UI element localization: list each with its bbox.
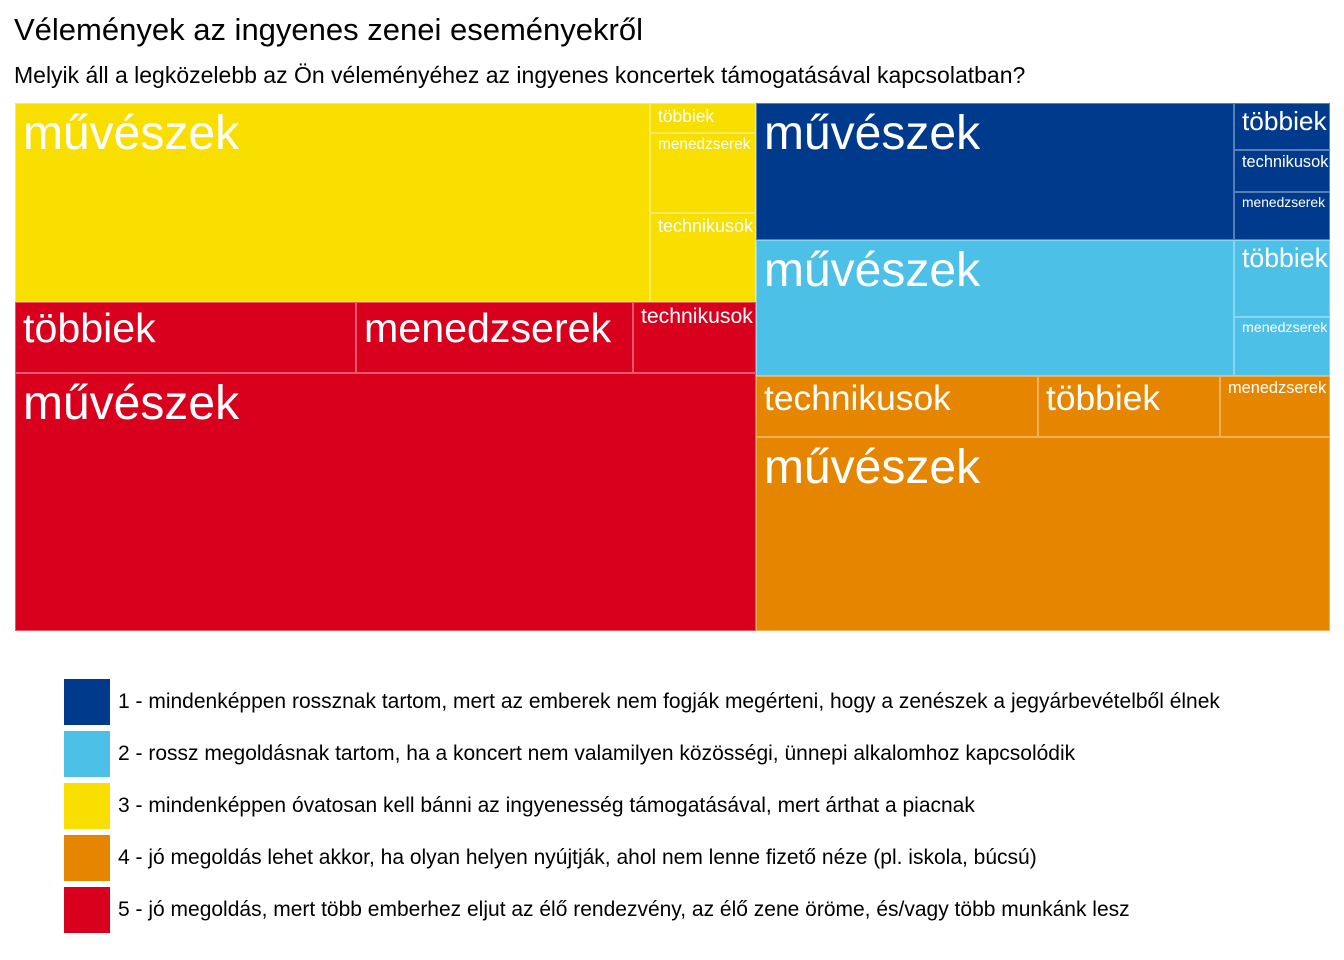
treemap-cell-label: technikusok xyxy=(1242,153,1329,171)
treemap-cell xyxy=(356,302,633,373)
treemap-cell-label: művészek xyxy=(23,107,240,160)
legend-label: 1 - mindenképpen rossznak tartom, mert az emberek nem fogják megérteni, hogy a zenészek a jegyárbevételből élnek xyxy=(118,690,1220,713)
treemap-cell-label: többiek xyxy=(1046,379,1161,418)
treemap-cell xyxy=(650,103,756,133)
treemap-cell xyxy=(650,133,756,213)
treemap-cell-label: menedzserek xyxy=(1242,194,1326,210)
legend-swatch xyxy=(64,679,110,725)
treemap-cell-label: menedzserek xyxy=(1242,320,1328,336)
treemap-cell-label: menedzserek xyxy=(364,305,612,351)
treemap-cell xyxy=(1234,150,1330,192)
treemap-cell xyxy=(1234,192,1330,240)
treemap-cell xyxy=(1234,240,1330,317)
treemap-cell-label: többiek xyxy=(658,106,715,126)
treemap-cell xyxy=(15,103,650,302)
legend-item xyxy=(64,728,1220,780)
legend-swatch xyxy=(64,887,110,933)
treemap-cell xyxy=(756,376,1038,437)
legend-label: 4 - jó megoldás lehet akkor, ha olyan helyen nyújtják, ahol nem lenne fizető néze (pl. iskola, búcsú) xyxy=(118,846,1037,869)
legend xyxy=(64,676,1220,936)
treemap-cell xyxy=(633,302,756,373)
legend-item xyxy=(64,676,1220,728)
treemap-cell-label: többiek xyxy=(1242,106,1327,136)
treemap-cell xyxy=(15,373,756,631)
treemap-cell-label: művészek xyxy=(764,107,981,160)
treemap-cell-label: menedzserek xyxy=(658,136,751,153)
treemap-cell-label: művészek xyxy=(23,377,240,430)
treemap-cell xyxy=(756,437,1330,631)
treemap-cell-label: menedzserek xyxy=(1228,379,1327,397)
treemap-cell-label: többiek xyxy=(1242,243,1328,273)
treemap-cell-label: technikusok xyxy=(764,379,951,418)
legend-swatch xyxy=(64,783,110,829)
treemap-cell xyxy=(1038,376,1220,437)
treemap-cell xyxy=(756,240,1234,376)
legend-label: 2 - rossz megoldásnak tartom, ha a koncert nem valamilyen közösségi, ünnepi alkalomhoz kapcsolódik xyxy=(118,742,1076,765)
chart-subtitle: Melyik áll a legközelebb az Ön véleményéhez az ingyenes koncertek támogatásával kapcsolatban? xyxy=(14,62,1026,88)
treemap-cell xyxy=(1234,317,1330,376)
treemap-cell xyxy=(1220,376,1330,437)
treemap-cell-label: művészek xyxy=(764,441,981,494)
treemap-cell-label: technikusok xyxy=(658,216,754,236)
legend-item xyxy=(64,832,1220,884)
legend-item xyxy=(64,884,1220,936)
treemap-cell xyxy=(650,213,756,302)
legend-item xyxy=(64,780,1220,832)
treemap-cell xyxy=(756,103,1234,240)
treemap-cell-label: művészek xyxy=(764,244,981,297)
legend-label: 5 - jó megoldás, mert több emberhez eljut az élő rendezvény, az élő zene öröme, és/vagy több munkánk lesz xyxy=(118,898,1130,921)
treemap-cell-label: többiek xyxy=(23,305,156,351)
legend-swatch xyxy=(64,731,110,777)
treemap-cell xyxy=(1234,103,1330,150)
legend-label: 3 - mindenképpen óvatosan kell bánni az ingyenesség támogatásával, mert árthat a piacnak xyxy=(118,794,975,817)
treemap-cell-label: technikusok xyxy=(641,305,753,328)
legend-swatch xyxy=(64,835,110,881)
treemap-cell xyxy=(15,302,356,373)
chart-title: Vélemények az ingyenes zenei eseményekről xyxy=(14,12,643,47)
